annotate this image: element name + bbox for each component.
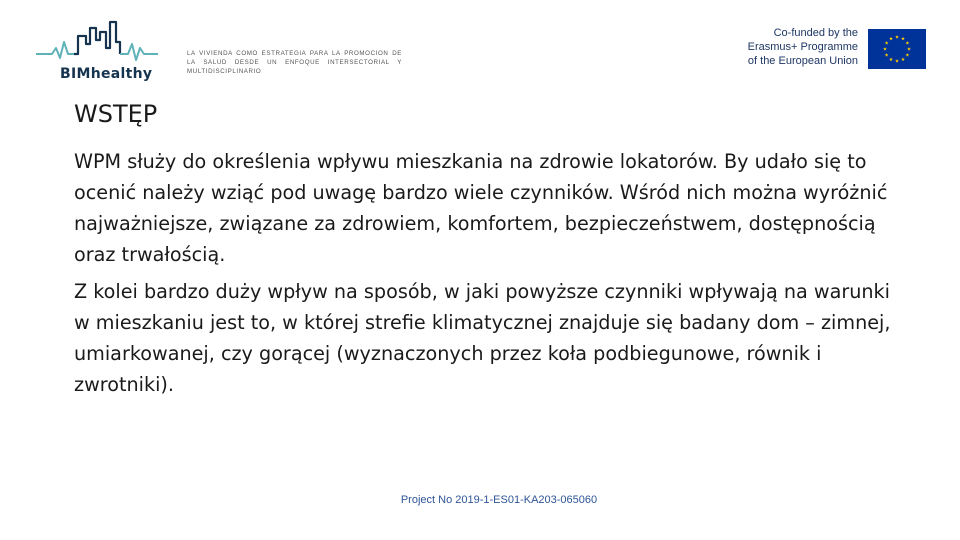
- erasmus-cofunded-badge: [666, 26, 926, 70]
- slide-title: WSTĘP: [74, 100, 158, 128]
- body-paragraph-1: WPM służy do określenia wpływu mieszkania na zdrowie lokatorów. By udało się to ocenić należy wziąć pod uwagę bardzo wiele czynników. Wśród nich można wyróżnić najważniejsze, związane za zdrowiem, komfortem, bezpieczeństwem, dostępnością oraz trwałością.: [74, 150, 888, 266]
- slide-body: [74, 146, 904, 406]
- project-number: Project No 2019-1-ES01-KA203-065060: [400, 494, 598, 506]
- erasmus-text: [658, 26, 858, 68]
- logo-wordmark: BIMhealthy: [60, 66, 153, 82]
- body-paragraph-2: Z kolei bardzo duży wpływ na sposób, w jaki powyższe czynniki wpływają na warunki w mieszkaniu jest to, w której strefie klimatycznej znajduje się badany dom – zimnej, umiarkowanej, czy gorącej (wyznaczonych przez koła podbiegunowe, równik i zwrotniki).: [74, 280, 891, 396]
- cofunded-line-1: Co-funded by the: [773, 27, 858, 39]
- cofunded-line-3: of the European Union: [747, 55, 858, 67]
- cofunded-line-2: Erasmus+ Programme: [747, 41, 858, 53]
- bimhealthy-logo: [34, 14, 160, 86]
- heartbeat-skyline-icon: [34, 14, 160, 64]
- header-tagline: LA VIVIENDA COMO ESTRATEGIA PARA LA PROMOCION DE LA SALUD DESDE UN ENFOQUE INTERSECTORIAL Y MULTIDISCIPLINARIO: [187, 50, 402, 75]
- eu-flag-icon: [868, 29, 926, 69]
